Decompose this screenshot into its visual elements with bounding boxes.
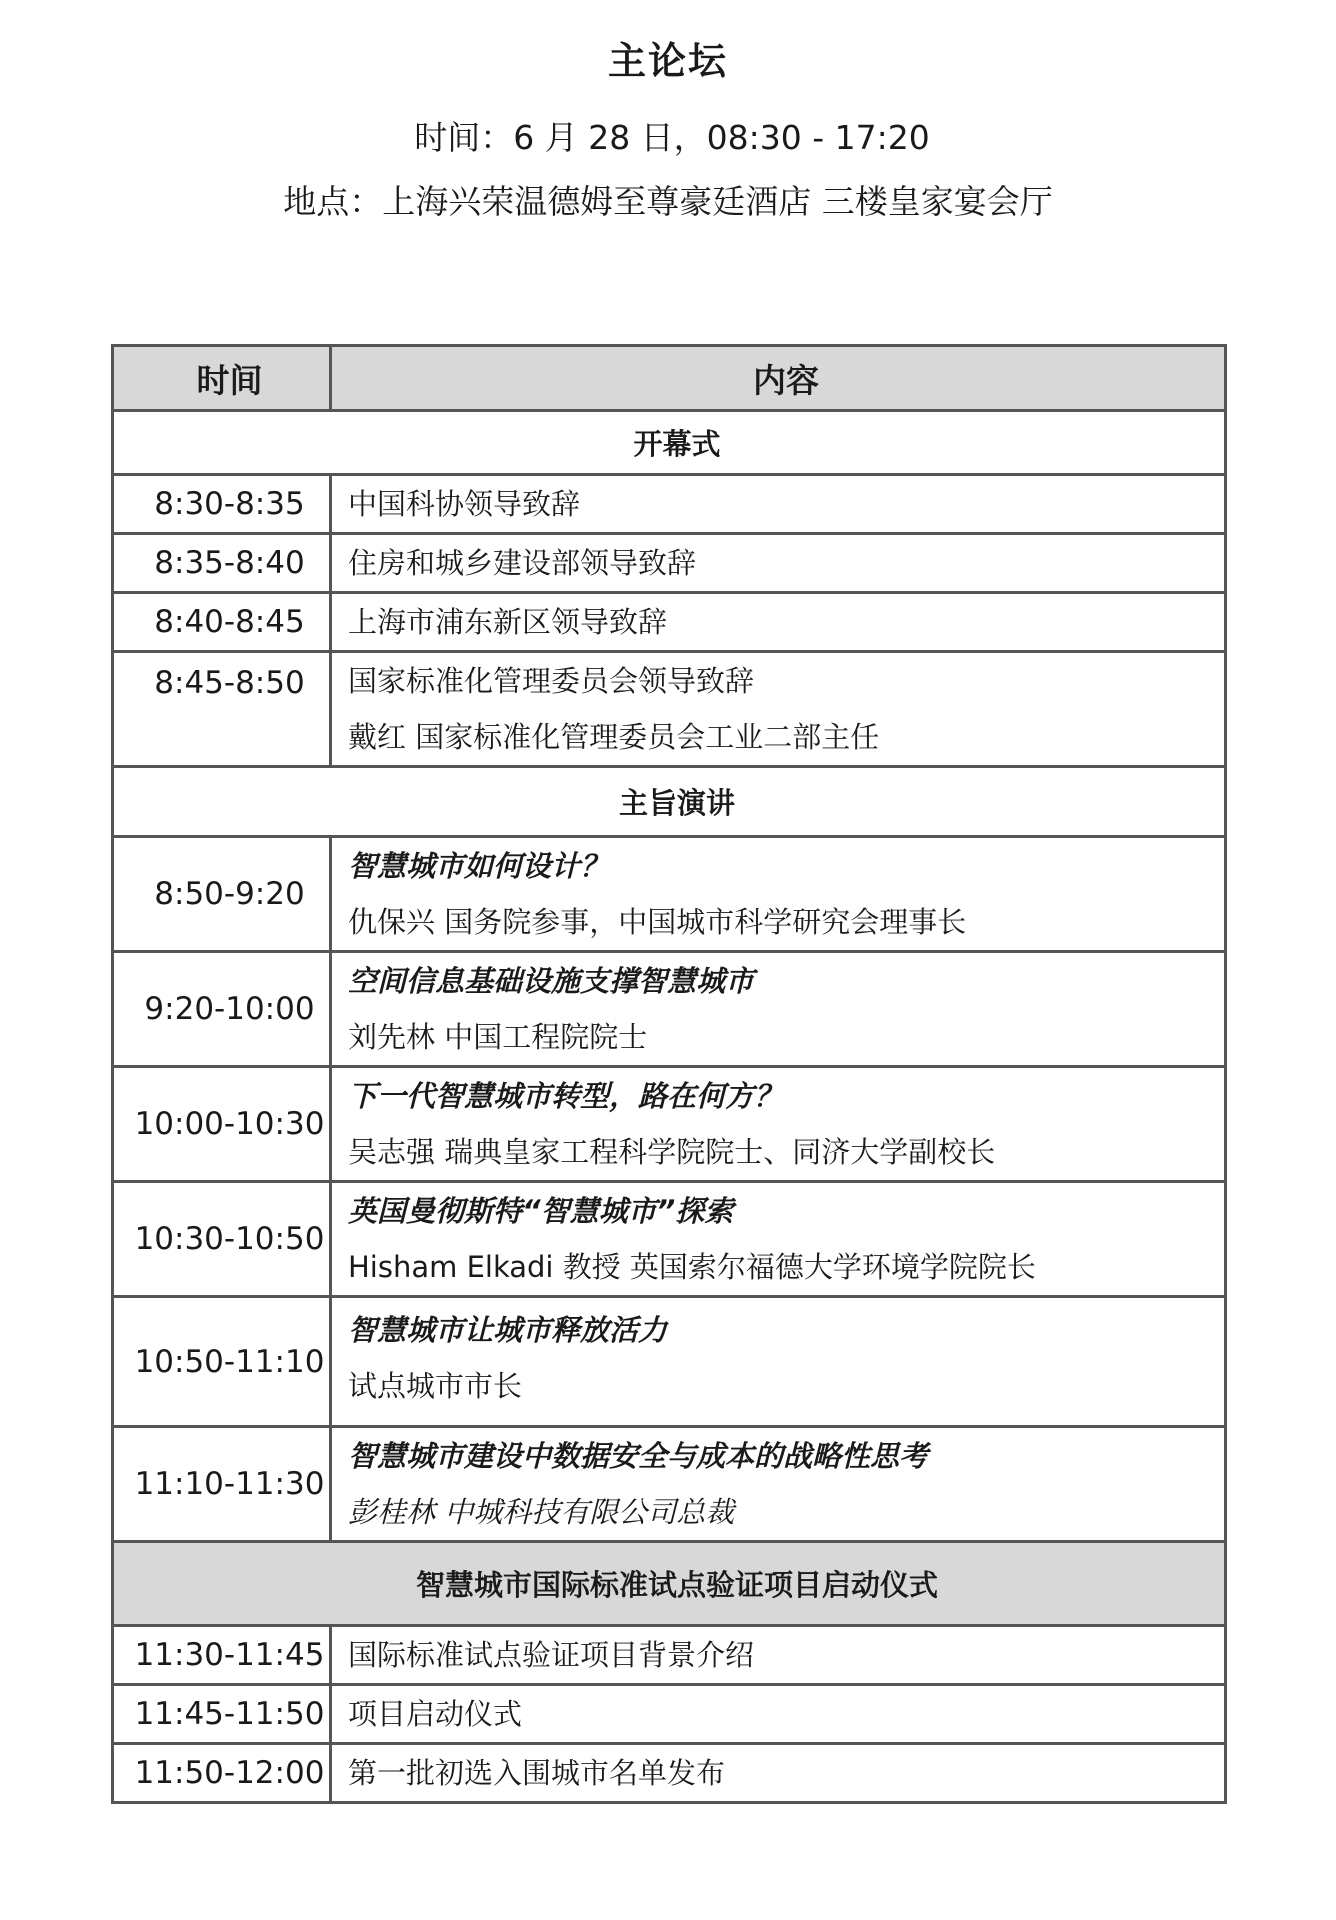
talk-title: 智慧城市建设中数据安全与成本的战略性思考 [348,1439,929,1473]
row-time: 8:30-8:35 [113,475,331,534]
table-row [113,1427,1226,1542]
row-item: 项目启动仪式 [348,1697,523,1731]
table-row [113,652,1226,767]
row-content [331,1182,1226,1297]
row-time: 8:40-8:45 [113,593,331,652]
row-time: 10:30-10:50 [113,1182,331,1297]
speaker: 吴志强 瑞典皇家工程科学院院士、同济大学副校长 [348,1135,996,1169]
row-content [331,1626,1226,1685]
table-row [113,1685,1226,1744]
row-time: 8:45-8:50 [113,652,331,767]
row-content [331,1427,1226,1542]
section-title-keynote: 主旨演讲 [113,767,1226,837]
table-row [113,1182,1226,1297]
row-time: 8:50-9:20 [113,837,331,952]
column-header-time: 时间 [113,346,331,411]
row-time: 10:50-11:10 [113,1297,331,1427]
speaker: 仇保兴 国务院参事，中国城市科学研究会理事长 [348,905,967,939]
row-item: 上海市浦东新区领导致辞 [348,605,668,639]
talk-title: 下一代智慧城市转型，路在何方？ [348,1079,784,1113]
speaker: 刘先林 中国工程院院士 [348,1020,648,1054]
row-content [331,1744,1226,1803]
row-content [331,534,1226,593]
table-header-row [113,346,1226,411]
table-row [113,475,1226,534]
speaker: 彭桂林 中城科技有限公司总裁 [348,1495,735,1529]
table-row [113,837,1226,952]
row-content [331,1685,1226,1744]
table-row [113,952,1226,1067]
row-time: 9:20-10:00 [113,952,331,1067]
row-content [331,1297,1226,1427]
section-title-opening: 开幕式 [113,411,1226,475]
row-time: 11:30-11:45 [113,1626,331,1685]
talk-title: 空间信息基础设施支撑智慧城市 [348,964,755,998]
column-header-content: 内容 [331,346,1226,411]
row-content [331,1067,1226,1182]
talk-title: 智慧城市如何设计？ [348,849,610,883]
table-row [113,593,1226,652]
speaker: 试点城市市长 [348,1369,523,1403]
section-row-launch [113,1542,1226,1626]
talk-title: 英国曼彻斯特“智慧城市”探索 [348,1194,734,1228]
row-item: 中国科协领导致辞 [348,487,581,521]
row-item: 住房和城乡建设部领导致辞 [348,546,697,580]
row-time: 11:50-12:00 [113,1744,331,1803]
row-content [331,593,1226,652]
event-venue: 地点：上海兴荣温德姆至尊豪廷酒店 三楼皇家宴会厅 [283,182,1053,221]
section-title-launch: 智慧城市国际标准试点验证项目启动仪式 [113,1542,1226,1626]
page-title: 主论坛 [607,39,728,83]
talk-title: 智慧城市让城市释放活力 [348,1313,668,1347]
section-row-opening [113,411,1226,475]
agenda-table [111,344,1227,1804]
speaker: Hisham Elkadi 教授 英国索尔福德大学环境学院院长 [348,1250,1036,1284]
table-row [113,534,1226,593]
row-time: 8:35-8:40 [113,534,331,593]
row-content [331,837,1226,952]
table-row [113,1626,1226,1685]
row-item: 国家标准化管理委员会领导致辞 [348,664,755,698]
row-time: 11:10-11:30 [113,1427,331,1542]
row-time: 11:45-11:50 [113,1685,331,1744]
row-content [331,475,1226,534]
table-row [113,1297,1226,1427]
table-row [113,1067,1226,1182]
row-content [331,952,1226,1067]
section-row-keynote [113,767,1226,837]
table-row [113,1744,1226,1803]
event-time: 时间：6 月 28 日，08:30 - 17:20 [414,118,930,157]
row-item: 戴红 国家标准化管理委员会工业二部主任 [348,720,880,754]
row-content [331,652,1226,767]
row-item: 第一批初选入围城市名单发布 [348,1756,726,1790]
row-item: 国际标准试点验证项目背景介绍 [348,1638,755,1672]
row-time: 10:00-10:30 [113,1067,331,1182]
